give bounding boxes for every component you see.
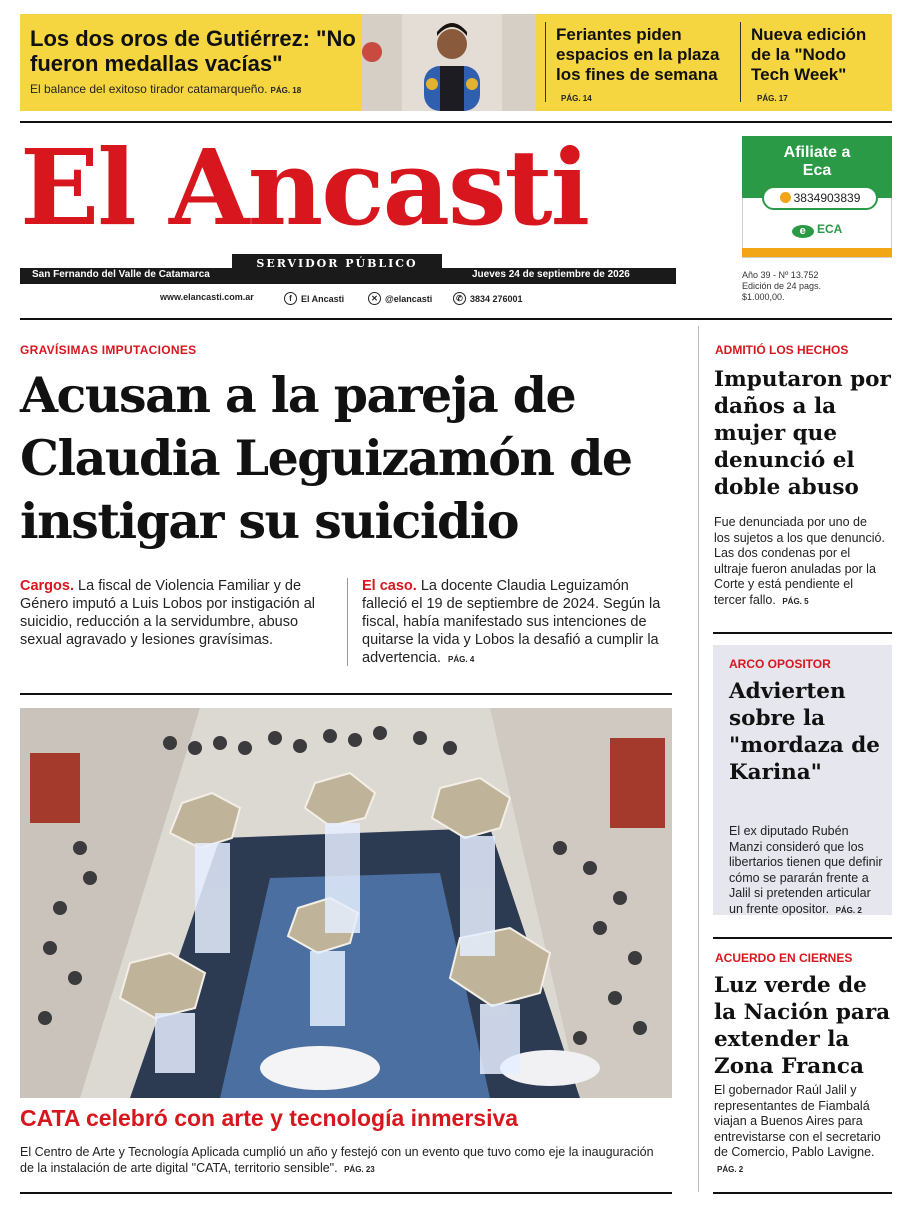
- sidebar2-body-text: El ex diputado Rubén Manzi consideró que los libertarios tienen que definir cómo se pararán frente a Jalil si pretenden articular un frente opositor.: [729, 824, 883, 916]
- col1-label: Cargos.: [20, 578, 74, 594]
- sidebar-rule: [713, 632, 892, 634]
- cata-body: [20, 1144, 670, 1178]
- edition-pages: Edición de 24 pags.: [742, 281, 822, 291]
- col2-page: PÁG. 4: [448, 655, 475, 664]
- main-kicker: GRAVÍSIMAS IMPUTACIONES: [20, 343, 197, 357]
- cata-body-text: El Centro de Arte y Tecnología Aplicada cumplió un año y festejó con un evento que tuvo como eje la inauguración de la instalación de arte digital "CATA, territorio sensible".: [20, 1145, 654, 1175]
- masthead-tagline: SERVIDOR PÚBLICO: [232, 254, 442, 274]
- col2-text: La docente Claudia Leguizamón falleció el 19 de septiembre de 2024. Según la fiscal, había manifestado sus intenciones de quitarse la vida y Lobos la desafió a cumplir la advertencia.: [362, 578, 661, 666]
- newspaper-logo[interactable]: El Ancasti: [20, 126, 589, 249]
- sidebar1-headline[interactable]: Imputaron por daños a la mujer que denunció el doble abuso: [714, 367, 891, 500]
- eca-phone-number: 3834903839: [793, 191, 861, 205]
- sidebar1-body-text: Fue denunciada por uno de los sujetos a los que denunció. Las dos condenas por el ultraje fueron anuladas por la Corte y está pendiente el tercer fallo.: [714, 515, 885, 607]
- x-twitter-icon: ✕: [368, 292, 381, 305]
- twitter-link[interactable]: [368, 292, 432, 305]
- cata-event-photo[interactable]: [20, 708, 672, 1098]
- sidebar1-kicker: ADMITIÓ LOS HECHOS: [715, 343, 849, 357]
- edition-number: Año 39 - Nº 13.752: [742, 270, 819, 280]
- banner-item2-page: PÁG. 14: [561, 94, 592, 103]
- sidebar3-page: PÁG. 2: [717, 1164, 744, 1174]
- facebook-icon: f: [284, 292, 297, 305]
- banner-athlete-photo[interactable]: [362, 14, 536, 111]
- whatsapp-icon: ✆: [453, 292, 466, 305]
- sidebar2-body: [729, 824, 884, 918]
- masthead-location: San Fernando del Valle de Catamarca: [32, 269, 210, 280]
- eca-accent-bar: [742, 248, 892, 257]
- whatsapp-text: 3834 276001: [470, 293, 523, 304]
- facebook-text: El Ancasti: [301, 293, 345, 304]
- cata-headline[interactable]: CATA celebró con arte y tecnología inmersiva: [20, 1105, 519, 1131]
- main-column-2: [362, 577, 672, 669]
- sidebar1-page: PÁG. 5: [782, 596, 809, 606]
- sidebar2-page: PÁG. 2: [835, 905, 862, 915]
- masthead-date: Jueves 24 de septiembre de 2026: [472, 269, 630, 280]
- eca-logo: [742, 222, 892, 238]
- sidebar3-body: [714, 1083, 886, 1177]
- banner-divider: [545, 22, 546, 102]
- col2-label: El caso.: [362, 578, 417, 594]
- eca-phone[interactable]: [762, 186, 878, 210]
- cata-page: PÁG. 23: [344, 1165, 375, 1174]
- main-headline[interactable]: Acusan a la pareja de Claudia Leguizamón de instigar su suicidio: [20, 366, 632, 550]
- edition-info: [742, 270, 821, 303]
- banner-main-subtitle: [30, 82, 301, 96]
- eca-logo-icon: e: [792, 225, 814, 238]
- masthead-bottom-rule: [20, 318, 892, 320]
- whatsapp-link[interactable]: [453, 292, 523, 305]
- phone-icon: [780, 192, 791, 203]
- sidebar-bottom-rule: [713, 1192, 892, 1194]
- eca-logo-text: ECA: [817, 222, 843, 236]
- facebook-link[interactable]: [284, 292, 344, 305]
- sidebar3-kicker: ACUERDO EN CIERNES: [715, 951, 853, 965]
- bottom-rule: [20, 1192, 672, 1194]
- sidebar1-body: [714, 515, 886, 609]
- banner-main-page: PÁG. 18: [270, 86, 302, 95]
- eca-ad-title: Afiliate a Eca: [742, 136, 892, 198]
- cata-installation-illustration: [20, 708, 672, 1098]
- sidebar2-headline[interactable]: Advierten sobre la "mordaza de Karina": [729, 679, 880, 785]
- athlete-illustration: [362, 14, 536, 111]
- sidebar3-body-text: El gobernador Raúl Jalil y representantes de Fiambalá viajan a Buenos Aires para entrevistarse con el secretario de Comercio, Pablo Lavigne.: [714, 1083, 881, 1159]
- banner-item2-title[interactable]: Feriantes piden espacios en la plaza los fines de semana: [556, 25, 720, 84]
- column-divider: [347, 578, 348, 666]
- col1-text: La fiscal de Violencia Familiar y de Género imputó a Luis Lobos por instigación al suicidio, reducción a la servidumbre, abuso sexual agravado y lesiones gravísimas.: [20, 578, 316, 648]
- website-link[interactable]: [160, 292, 254, 302]
- banner-divider: [740, 22, 741, 102]
- banner-main-title[interactable]: Los dos oros de Gutiérrez: "No fueron medallas vacías": [30, 26, 356, 76]
- twitter-text: @elancasti: [385, 293, 433, 304]
- banner-item3-title[interactable]: Nueva edición de la "Nodo Tech Week": [751, 25, 867, 84]
- main-rule: [20, 693, 672, 695]
- banner-item3-page: PÁG. 17: [757, 94, 788, 103]
- banner-main-sub-text: El balance del exitoso tirador catamarqueño.: [30, 82, 268, 96]
- edition-price: $1.000,00.: [742, 292, 785, 302]
- main-column-1: [20, 577, 325, 649]
- sidebar2-kicker: ARCO OPOSITOR: [729, 657, 831, 671]
- website-text: www.elancasti.com.ar: [160, 292, 254, 302]
- sidebar-divider: [698, 326, 699, 1192]
- sidebar-rule: [713, 937, 892, 939]
- sidebar3-headline[interactable]: Luz verde de la Nación para extender la Zona Franca: [714, 973, 891, 1079]
